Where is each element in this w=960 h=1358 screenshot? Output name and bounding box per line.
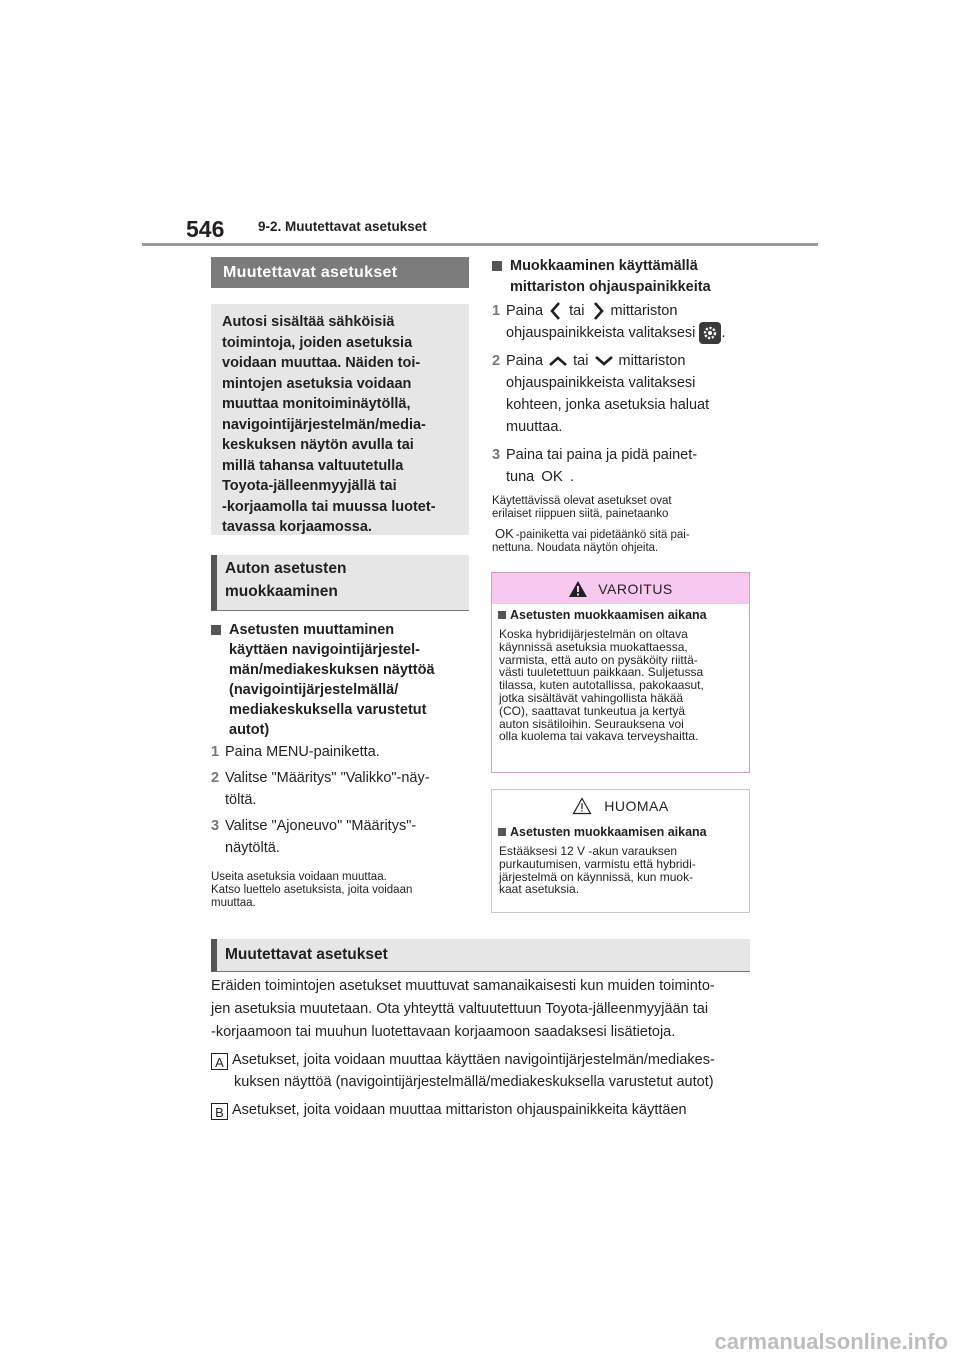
paragraph-line: jen asetuksia muutetaan. Ota yhteyttä valtuutettuun Toyota-jälleenmyyjään tai: [211, 1001, 709, 1017]
note-line: Käytettävissä olevat asetukset ovat: [492, 495, 672, 507]
intro-line: -korjaamolla tai muussa luotet-: [222, 498, 436, 515]
warning-subtitle: [492, 604, 749, 626]
notice-line: kaat asetuksia.: [499, 882, 580, 897]
warning-line: (CO), saattavat tunkeutua ja kertyä: [499, 703, 686, 718]
warning-line: tilassa, kuten autotallissa, pakokaasut,: [499, 678, 704, 693]
intro-line: Toyota-jälleenmyyjällä tai: [222, 478, 397, 494]
section-heading-muutettavat: Muutettavat asetukset: [211, 939, 750, 972]
warning-body: [492, 626, 749, 743]
intro-line: Autosi sisältää sähköisiä: [222, 314, 395, 330]
square-bullet-icon: [498, 611, 506, 619]
subheading-instrument-buttons: [492, 256, 754, 298]
step-text: Valitse "Ajoneuvo" "Määritys"-: [225, 818, 417, 834]
section-heading-auton-asetusten: [211, 555, 469, 611]
step-text: tai: [573, 353, 589, 369]
subheading-line: (navigointijärjestelmällä/: [229, 682, 399, 698]
notice-header: [492, 790, 749, 821]
step-item: [211, 741, 473, 763]
notice-title: HUOMAA: [604, 797, 669, 814]
subheading-line: autot): [229, 722, 270, 738]
warning-title: VAROITUS: [598, 580, 673, 597]
step-text: ohjauspainikkeista valitaksesi: [506, 325, 696, 341]
step-item: [492, 350, 754, 438]
step-text: .: [721, 325, 726, 341]
note-line: muuttaa.: [211, 897, 256, 909]
step-text: ohjauspainikkeista valitaksesi: [506, 375, 696, 391]
settings-gear-icon: [699, 322, 721, 344]
bottom-paragraph: [211, 975, 756, 1044]
item-b-text: Asetukset, joita voidaan muuttaa mittariston ohjauspainikkeita käyttäen: [232, 1102, 687, 1118]
step-text: Valitse "Määritys" "Valikko"-näy-: [225, 770, 430, 786]
note-right: [492, 495, 754, 555]
square-bullet-icon: [492, 261, 502, 271]
paragraph-line: -korjaamoon tai muuhun luotettavaan korjaamoon saadaksesi lisätietoja.: [211, 1024, 676, 1040]
intro-box: [211, 304, 469, 535]
note-left: [211, 871, 473, 910]
page-number: 546: [186, 216, 225, 242]
notice-line: Estääksesi 12 V -akun varauksen: [499, 844, 678, 858]
step-text: muuttaa.: [506, 419, 563, 435]
ok-button-glyph: OK: [495, 526, 514, 541]
label-b: B: [211, 1103, 228, 1120]
chevron-up-icon: [547, 354, 569, 368]
step-text: Paina tai paina ja pidä painet-: [506, 447, 698, 463]
warning-line: olla kuolema tai vakava terveyshaitta.: [499, 729, 699, 744]
notice-line: purkautumisen, varmistu että hybridi-: [499, 856, 696, 871]
warning-box: [491, 572, 750, 773]
notice-subtitle: [492, 821, 749, 843]
chevron-right-icon: [589, 301, 607, 321]
step-item: [211, 767, 473, 811]
subheading-line: mittariston ohjauspainikkeita: [510, 279, 711, 295]
step-item: [492, 300, 754, 344]
warning-line: Koska hybridijärjestelmän on oltava: [499, 627, 688, 641]
steps-left: [211, 741, 473, 859]
item-b: [211, 1099, 756, 1121]
paragraph-line: Eräiden toimintojen asetukset muuttuvat samanaikaisesti kun muiden toiminto-: [211, 978, 715, 994]
subheading-line: käyttäen navigointijärjestel-: [229, 642, 420, 658]
warning-line: käynnissä asetuksia muokattaessa,: [499, 639, 688, 654]
step-text: mittariston: [610, 303, 678, 319]
square-bullet-icon: [211, 625, 221, 635]
warning-subtitle-text: Asetusten muokkaamisen aikana: [510, 608, 707, 622]
step-text: töltä.: [225, 792, 257, 808]
subheading-line: Asetusten muuttaminen: [229, 622, 395, 638]
notice-line: järjestelmä on käynnissä, kun muok-: [499, 869, 694, 884]
step-text: Paina: [506, 303, 544, 319]
step-number: 3: [492, 447, 501, 463]
watermark: carmanualsonline.info: [714, 1329, 948, 1354]
intro-line: keskuksen näytön avulla tai: [222, 437, 414, 453]
notice-body: [492, 843, 749, 896]
notice-box: [491, 789, 750, 913]
warning-line: auton sisätiloihin. Seurauksena voi: [499, 716, 684, 731]
step-item: [211, 815, 473, 859]
step-number: 2: [492, 353, 501, 369]
step-text: kohteen, jonka asetuksia haluat: [506, 397, 710, 413]
warning-triangle-icon: [568, 580, 588, 598]
step-text: tai: [569, 303, 585, 319]
step-number: 1: [211, 744, 220, 760]
step-number: 2: [211, 770, 220, 786]
step-text: mittariston: [618, 353, 686, 369]
step-text: .: [569, 469, 575, 485]
subheading-navigation: [211, 620, 473, 740]
intro-line: tavassa korjaamossa.: [222, 519, 372, 535]
note-line: erilaiset riippuen siitä, painetaanko: [492, 508, 669, 520]
chevron-down-icon: [593, 354, 615, 368]
notice-subtitle-text: Asetusten muokkaamisen aikana: [510, 825, 707, 839]
intro-line: millä tahansa valtuutetulla: [222, 457, 404, 474]
title-bar: Muutettavat asetukset: [211, 257, 469, 288]
subheading-line: Muokkaaminen käyttämällä: [510, 258, 698, 274]
warning-line: varmista, että auto on pysäköity riittä-: [499, 652, 698, 667]
note-line: nettuna. Noudata näytön ohjeita.: [492, 542, 659, 554]
intro-line: voidaan muuttaa. Näiden toi-: [222, 355, 421, 371]
ok-button-glyph: OK: [541, 468, 563, 485]
section-title: 9-2. Muutettavat asetukset: [258, 219, 427, 234]
header-rule: [142, 243, 818, 246]
step-number: 3: [211, 818, 220, 834]
section-heading-line: Auton asetusten: [225, 560, 347, 577]
step-text: Paina MENU-painiketta.: [225, 744, 380, 760]
caution-triangle-icon: [572, 797, 592, 815]
warning-line: jotka sisältävät vahingollista häkää: [499, 690, 684, 705]
item-a-text: Asetukset, joita voidaan muuttaa käyttäen navigointijärjestelmän/mediakes-: [232, 1052, 715, 1068]
intro-line: toimintoja, joiden asetuksia: [222, 334, 413, 351]
label-a: A: [211, 1053, 228, 1070]
intro-line: navigointijärjestelmän/media-: [222, 416, 426, 433]
note-line: -painiketta vai pidetäänkö sitä pai-: [515, 529, 690, 541]
step-item: [492, 444, 754, 488]
item-a: [211, 1049, 756, 1093]
intro-line: muuttaa monitoiminäytöllä,: [222, 396, 411, 412]
item-a-text: kuksen näyttöä (navigointijärjestelmällä/mediakeskuksella varustetut autot): [234, 1074, 714, 1090]
step-number: 1: [492, 303, 501, 319]
subheading-line: mediakeskuksella varustetut: [229, 702, 427, 718]
step-text: tuna: [506, 469, 535, 485]
intro-line: mintojen asetuksia voidaan: [222, 375, 412, 392]
warning-header: [492, 573, 749, 604]
chevron-left-icon: [547, 301, 565, 321]
step-text: Paina: [506, 353, 544, 369]
step-text: näytöltä.: [225, 840, 280, 856]
note-line: Useita asetuksia voidaan muuttaa.: [211, 871, 387, 883]
note-line: Katso luettelo asetuksista, joita voidaan: [211, 884, 413, 896]
square-bullet-icon: [498, 828, 506, 836]
subheading-line: män/mediakeskuksen näyttöä: [229, 662, 435, 678]
warning-line: västi tuuletettuun paikkaan. Suljetussa: [499, 665, 704, 680]
section-heading-line: muokkaaminen: [225, 583, 338, 600]
